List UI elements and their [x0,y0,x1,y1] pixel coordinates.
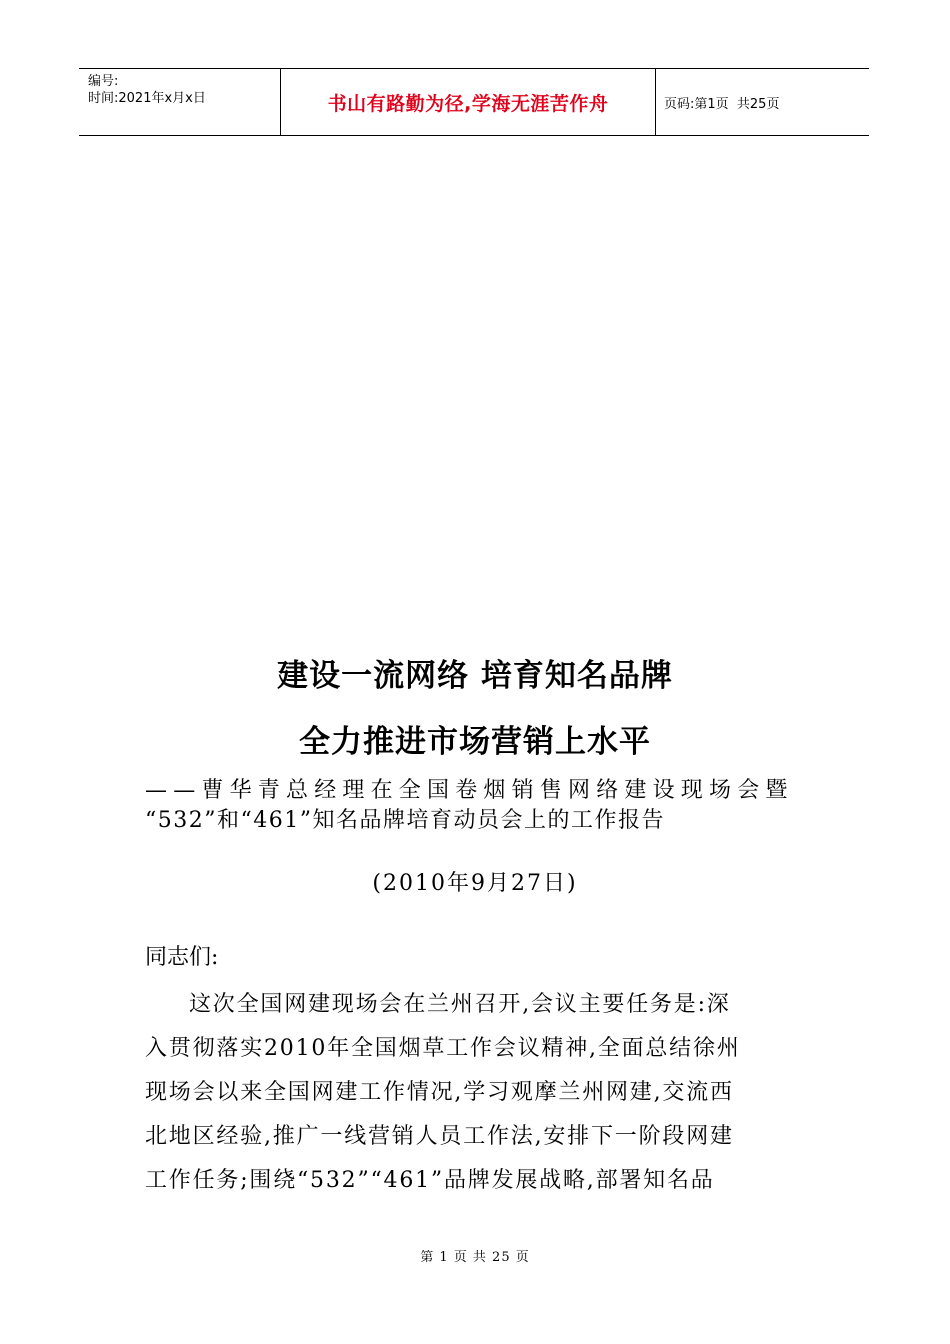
document-subtitle-line2: “532”和“461”知名品牌培育动员会上的工作报告 [145,808,665,833]
paragraph-line: 工作任务;围绕“532”“461”品牌发展战略,部署知名品 [145,1168,715,1193]
body-paragraph [145,983,815,1203]
document-date: (2010年9月27日) [372,871,578,896]
document-header [79,68,869,136]
motto-text: 书山有路勤为径,学海无涯苦作舟 [327,92,609,115]
document-subtitle-line1: ——曹华青总经理在全国卷烟销售网络建设现场会暨 [145,778,794,803]
page-info: 页码:第1页 共25页 [664,96,780,112]
paragraph-line: 北地区经验,推广一线营销人员工作法,安排下一阶段网建 [145,1124,734,1149]
salutation: 同志们: [145,945,219,970]
time-label: 时间:2021年x月x日 [88,91,206,106]
page-footer: 第 1 页 共 25 页 [420,1250,530,1265]
header-page-cell [656,69,869,135]
number-label: 编号: [88,74,119,89]
paragraph-line: 这次全国网建现场会在兰州召开,会议主要任务是:深 [189,992,731,1017]
paragraph-line: 现场会以来全国网建工作情况,学习观摩兰州网建,交流西 [145,1080,734,1105]
header-meta-cell [79,69,281,135]
header-motto-cell [281,69,656,135]
paragraph-line: 入贯彻落实2010年全国烟草工作会议精神,全面总结徐州 [145,1036,741,1061]
document-title-line1: 建设一流网络 培育知名品牌 [277,658,673,694]
document-title-line2: 全力推进市场营销上水平 [299,724,651,760]
